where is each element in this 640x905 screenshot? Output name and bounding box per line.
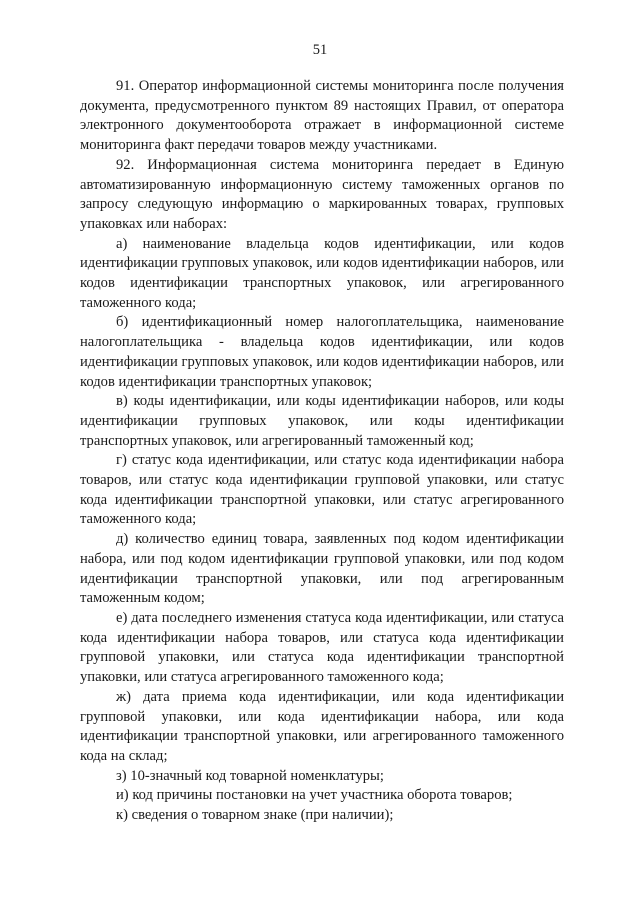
list-item-a: а) наименование владельца кодов идентификации, или кодов идентификации групповых упаковок, или кодов идентификации наборов, или кодов идентификации транспортных упаковок, или агрегированного таможенного кода; — [80, 235, 564, 311]
list-item-k: к) сведения о товарном знаке (при наличии); — [116, 807, 394, 824]
paragraph-92: 92. Информационная система мониторинга передает в Единую автоматизированную информационную систему таможенных органов по запросу следующую информацию о маркированных товарах, групповых упаковках или наборах: — [80, 156, 564, 232]
list-item-z: з) 10-значный код товарной номенклатуры; — [116, 767, 384, 784]
list-item-i: и) код причины постановки на учет участника оборота товаров; — [116, 787, 513, 804]
document-body — [80, 77, 564, 826]
list-item-b: б) идентификационный номер налогоплательщика, наименование налогоплательщика - владельца кодов идентификации, или кодов идентификации групповых упаковок, или кодов идентификации наборов, или кодов идентификации транспортных упаковок; — [80, 314, 564, 390]
list-item-d: д) количество единиц товара, заявленных под кодом идентификации набора, или под кодом идентификации групповой упаковки, или под кодом идентификации транспортной упаковки, или под агрегированным таможенным кодом; — [80, 531, 564, 607]
list-item-v: в) коды идентификации, или коды идентификации наборов, или коды идентификации групповых упаковок, или коды идентификации транспортных упаковок, или агрегированный таможенный код; — [80, 393, 564, 449]
list-item-g: г) статус кода идентификации, или статус кода идентификации набора товаров, или статус кода идентификации групповой упаковки, или статус кода идентификации транспортной упаковки, или статус агрегированного таможенного кода; — [80, 452, 564, 528]
list-item-zh: ж) дата приема кода идентификации, или кода идентификации групповой упаковки, или кода идентификации набора, или кода идентификации транспортной упаковки, или агрегированного таможенного кода на склад; — [80, 688, 564, 764]
page-number: 51 — [312, 42, 328, 58]
list-item-e: е) дата последнего изменения статуса кода идентификации, или статуса кода идентификации набора товаров, или статуса кода идентификации групповой упаковки, или статуса кода идентификации транспортной упаковки, или статуса агрегированного таможенного кода; — [80, 609, 564, 686]
paragraph-91: 91. Оператор информационной системы мониторинга после получения документа, предусмотренного пунктом 89 настоящих Правил, от оператора электронного документооборота отражает в информационной системе мониторинга факт передачи товаров между участниками. — [80, 78, 564, 154]
